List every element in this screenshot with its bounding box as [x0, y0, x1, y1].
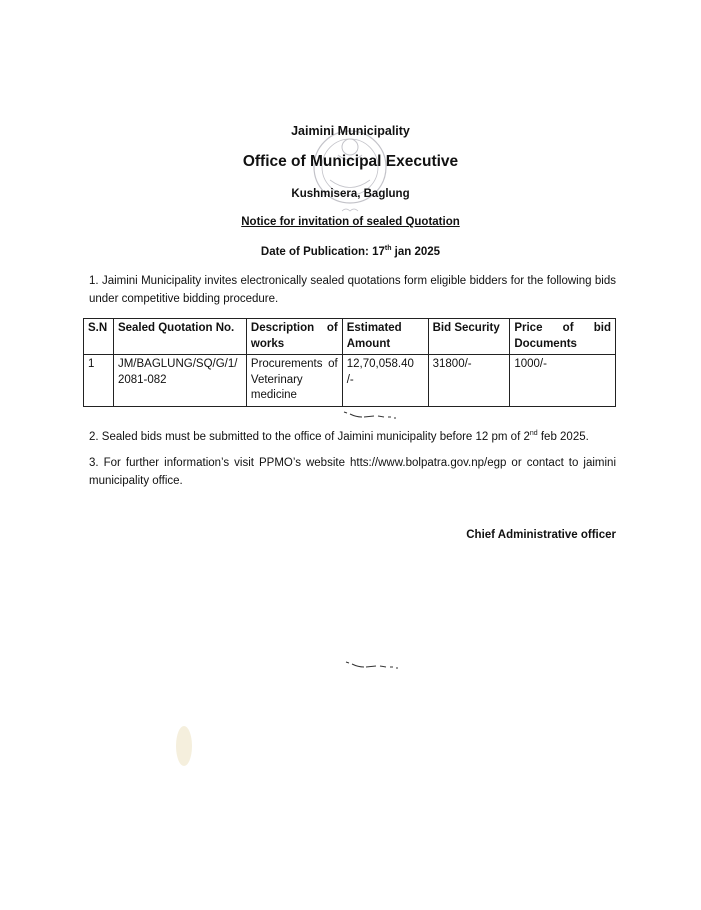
submission-sup: nd: [529, 430, 538, 437]
header-price-documents: Price of bid Documents: [510, 319, 616, 355]
cell-price-documents: 1000/-: [510, 355, 616, 407]
header-bid-security: Bid Security: [428, 319, 510, 355]
office-title: Office of Municipal Executive: [242, 153, 459, 170]
office-address: Kushmisera, Baglung: [291, 188, 410, 200]
submission-suffix: feb 2025.: [537, 430, 589, 443]
publication-date-suffix: jan 2025: [391, 245, 441, 258]
cell-estimated-amount: 12,70,058.40 /-: [342, 355, 428, 407]
publication-date-sup: th: [384, 245, 392, 252]
signature-title: Chief Administrative officer: [466, 529, 616, 541]
header-estimated-amount: Estimated Amount: [342, 319, 428, 355]
cell-quotation-no: JM/BAGLUNG/SQ/G/1/ 2081-082: [113, 355, 246, 407]
table-header-row: [84, 319, 616, 355]
bids-table: [83, 318, 616, 407]
cell-description: Procurements of Veterinary medicine: [246, 355, 342, 407]
municipal-seal-icon: [300, 125, 400, 220]
header-quotation-no: Sealed Quotation No.: [113, 319, 246, 355]
initials-scribble-icon: [340, 408, 402, 422]
publication-date: [0, 245, 701, 258]
cell-bid-security: 31800/-: [428, 355, 510, 407]
cell-sn: 1: [84, 355, 114, 407]
paragraph-invitation: 1. Jaimini Municipality invites electronically sealed quotations form eligible bidders for the following bids under competitive bidding procedure.: [89, 275, 616, 305]
header-description: Description of works: [246, 319, 342, 355]
header-sn: S.N: [84, 319, 114, 355]
paper-stain-icon: [170, 722, 200, 772]
notice-title: Notice for invitation of sealed Quotation: [241, 216, 460, 228]
signature-scribble-icon: [342, 658, 404, 672]
paragraph-information: 3. For further information’s visit PPMO’s website htts://www.bolpatra.gov.np/egp or contact to jaimini municipality office.: [89, 457, 616, 487]
table-row: [84, 355, 616, 407]
organization-name: Jaimini Municipality: [291, 124, 410, 138]
paragraph-submission: [89, 425, 616, 446]
publication-date-prefix: Date of Publication: 17: [260, 245, 385, 258]
submission-prefix: 2. Sealed bids must be submitted to the office of Jaimini municipality before 12 pm of 2: [89, 430, 530, 443]
